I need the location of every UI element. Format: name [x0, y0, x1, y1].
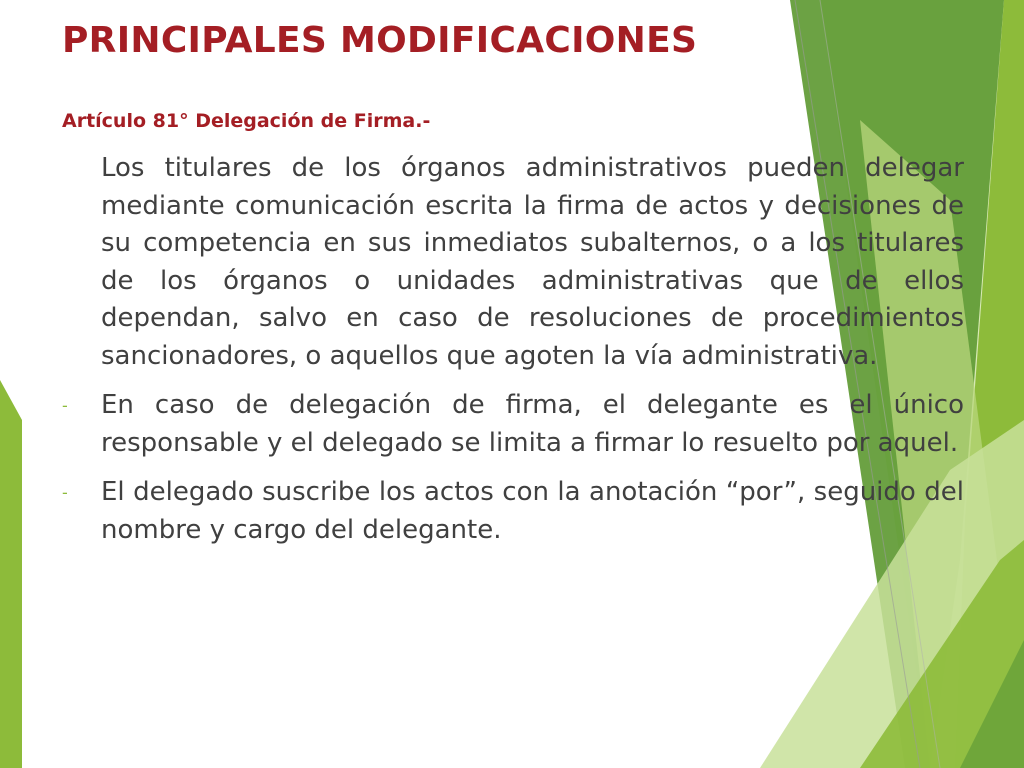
left-green-strip: [0, 380, 22, 768]
slide-title: PRINCIPALES MODIFICACIONES: [62, 20, 698, 61]
bullet-dash-icon: -: [62, 396, 68, 415]
article-heading: Artículo 81° Delegación de Firma.-: [62, 110, 431, 132]
paragraph-3: [62, 474, 964, 549]
paragraph-1-text: Los titulares de los órganos administrativos pueden delegar mediante comunicación escrita la firma de actos y decisiones de su competencia en sus inmediatos subalternos, o a los titulares de los órganos o unidades administrativas que de ellos dependan, salvo en caso de resoluciones de procedimientos sancionadores, o aquellos que agoten la vía administrativa.: [101, 153, 964, 371]
paragraph-2: [62, 387, 964, 462]
bullet-dash-icon: -: [62, 483, 68, 502]
slide-body: [62, 150, 964, 561]
paragraph-3-text: El delegado suscribe los actos con la anotación “por”, seguido del nombre y cargo del delegante.: [101, 477, 964, 545]
paragraph-2-text: En caso de delegación de firma, el delegante es el único responsable y el delegado se limita a firmar lo resuelto por aquel.: [101, 390, 964, 458]
paragraph-1-marker: [62, 150, 101, 375]
paragraph-1: [62, 150, 964, 375]
